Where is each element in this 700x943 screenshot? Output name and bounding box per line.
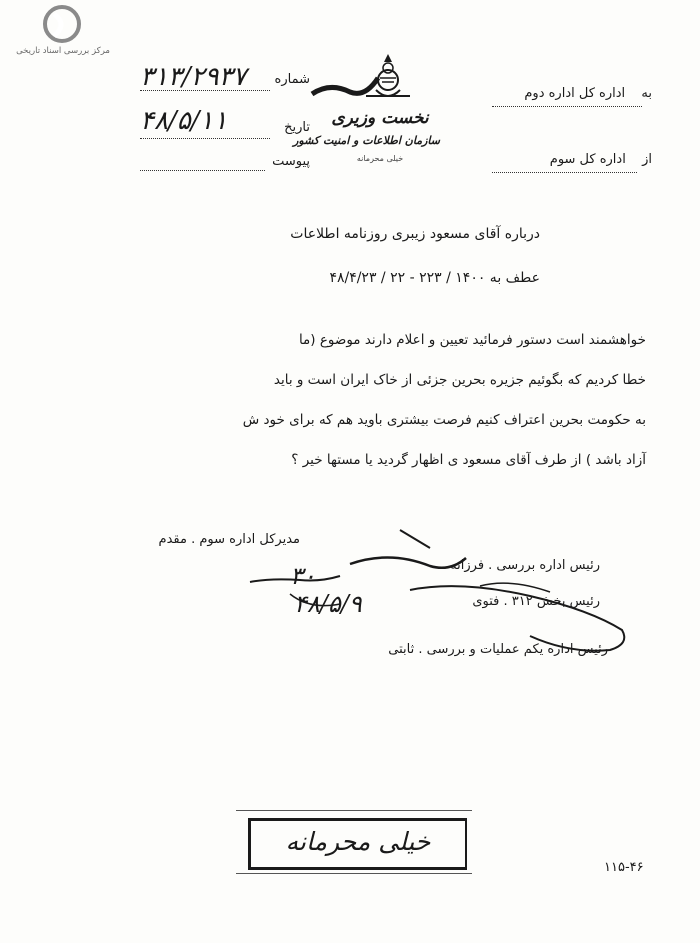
archive-logo [8, 4, 118, 64]
page-code: ۱۱۵-۴۶ [604, 860, 644, 875]
signature-line-1: رئیس اداره بررسی . فرزانه [450, 558, 600, 573]
emblem-subtitle: سازمان اطلاعات و امنیت کشور [293, 134, 440, 147]
archive-logo-icon [42, 4, 82, 44]
stamp-text: خیلی محرمانه [285, 827, 431, 856]
from-line [452, 152, 652, 167]
signature-line-2: رئیس بخش ۳۱۲ . فتوی [472, 594, 600, 609]
from-rule [492, 172, 637, 173]
to-line [452, 86, 652, 101]
emblem-title: نخست وزیری [331, 108, 429, 128]
date-rule [140, 138, 270, 139]
to-label: به [641, 86, 652, 101]
number-label: شماره [274, 72, 310, 87]
signature-scribbles [230, 520, 650, 660]
date-label: تاریخ [284, 120, 310, 135]
scribble-stroke [310, 72, 380, 102]
date-row [140, 106, 310, 140]
to-rule [492, 106, 642, 107]
subject-line: درباره آقای مسعود زیبری روزنامه اطلاعات [290, 226, 540, 242]
body-line-4: آزاد باشد ) از طرف آقای مسعود ی اظهار گردید یا مستها خیر ؟ [291, 452, 646, 468]
handwritten-date: ۴۸/۵/۹ [294, 590, 362, 618]
stamp-outer-frame [236, 810, 472, 874]
body-line-2: خطا کردیم که بگوئیم جزیره بحرین جزئی از خاک ایران است و باید [273, 372, 646, 388]
from-value: اداره کل سوم [549, 152, 626, 167]
attachment-label: پیوست [272, 154, 310, 169]
signature-line-3: رئیس اداره یکم عملیات و بررسی . ثابتی [388, 642, 608, 657]
number-value: ۳۱۳/۲۹۳۷ [140, 62, 247, 92]
watermark-text: مرکز بررسی اسناد تاریخی [16, 46, 110, 56]
body-line-3: به حکومت بحرین اعتراف کنیم فرصت بیشتری باوید هم که برای خود ش [242, 412, 646, 428]
signature-title: مدیرکل اداره سوم . مقدم [158, 532, 300, 547]
number-row [140, 62, 310, 92]
date-value: ۴۸/۵/۱۱ [140, 106, 228, 136]
reference-line: عطف به ۱۴۰۰ / ۲۲۳ - ۲۲ / ۴۸/۴/۲۳ [329, 270, 540, 286]
attachment-row [140, 150, 310, 178]
attachment-rule [140, 170, 265, 171]
handwritten-note: ۳۰ [290, 562, 316, 590]
emblem-note: خیلی محرمانه [356, 154, 404, 163]
from-label: از [642, 152, 652, 167]
to-value: اداره کل اداره دوم [524, 86, 626, 101]
number-rule [140, 90, 270, 91]
body-line-1: خواهشمند است دستور فرمائید تعیین و اعلام دارند موضوع (ما [298, 332, 646, 348]
